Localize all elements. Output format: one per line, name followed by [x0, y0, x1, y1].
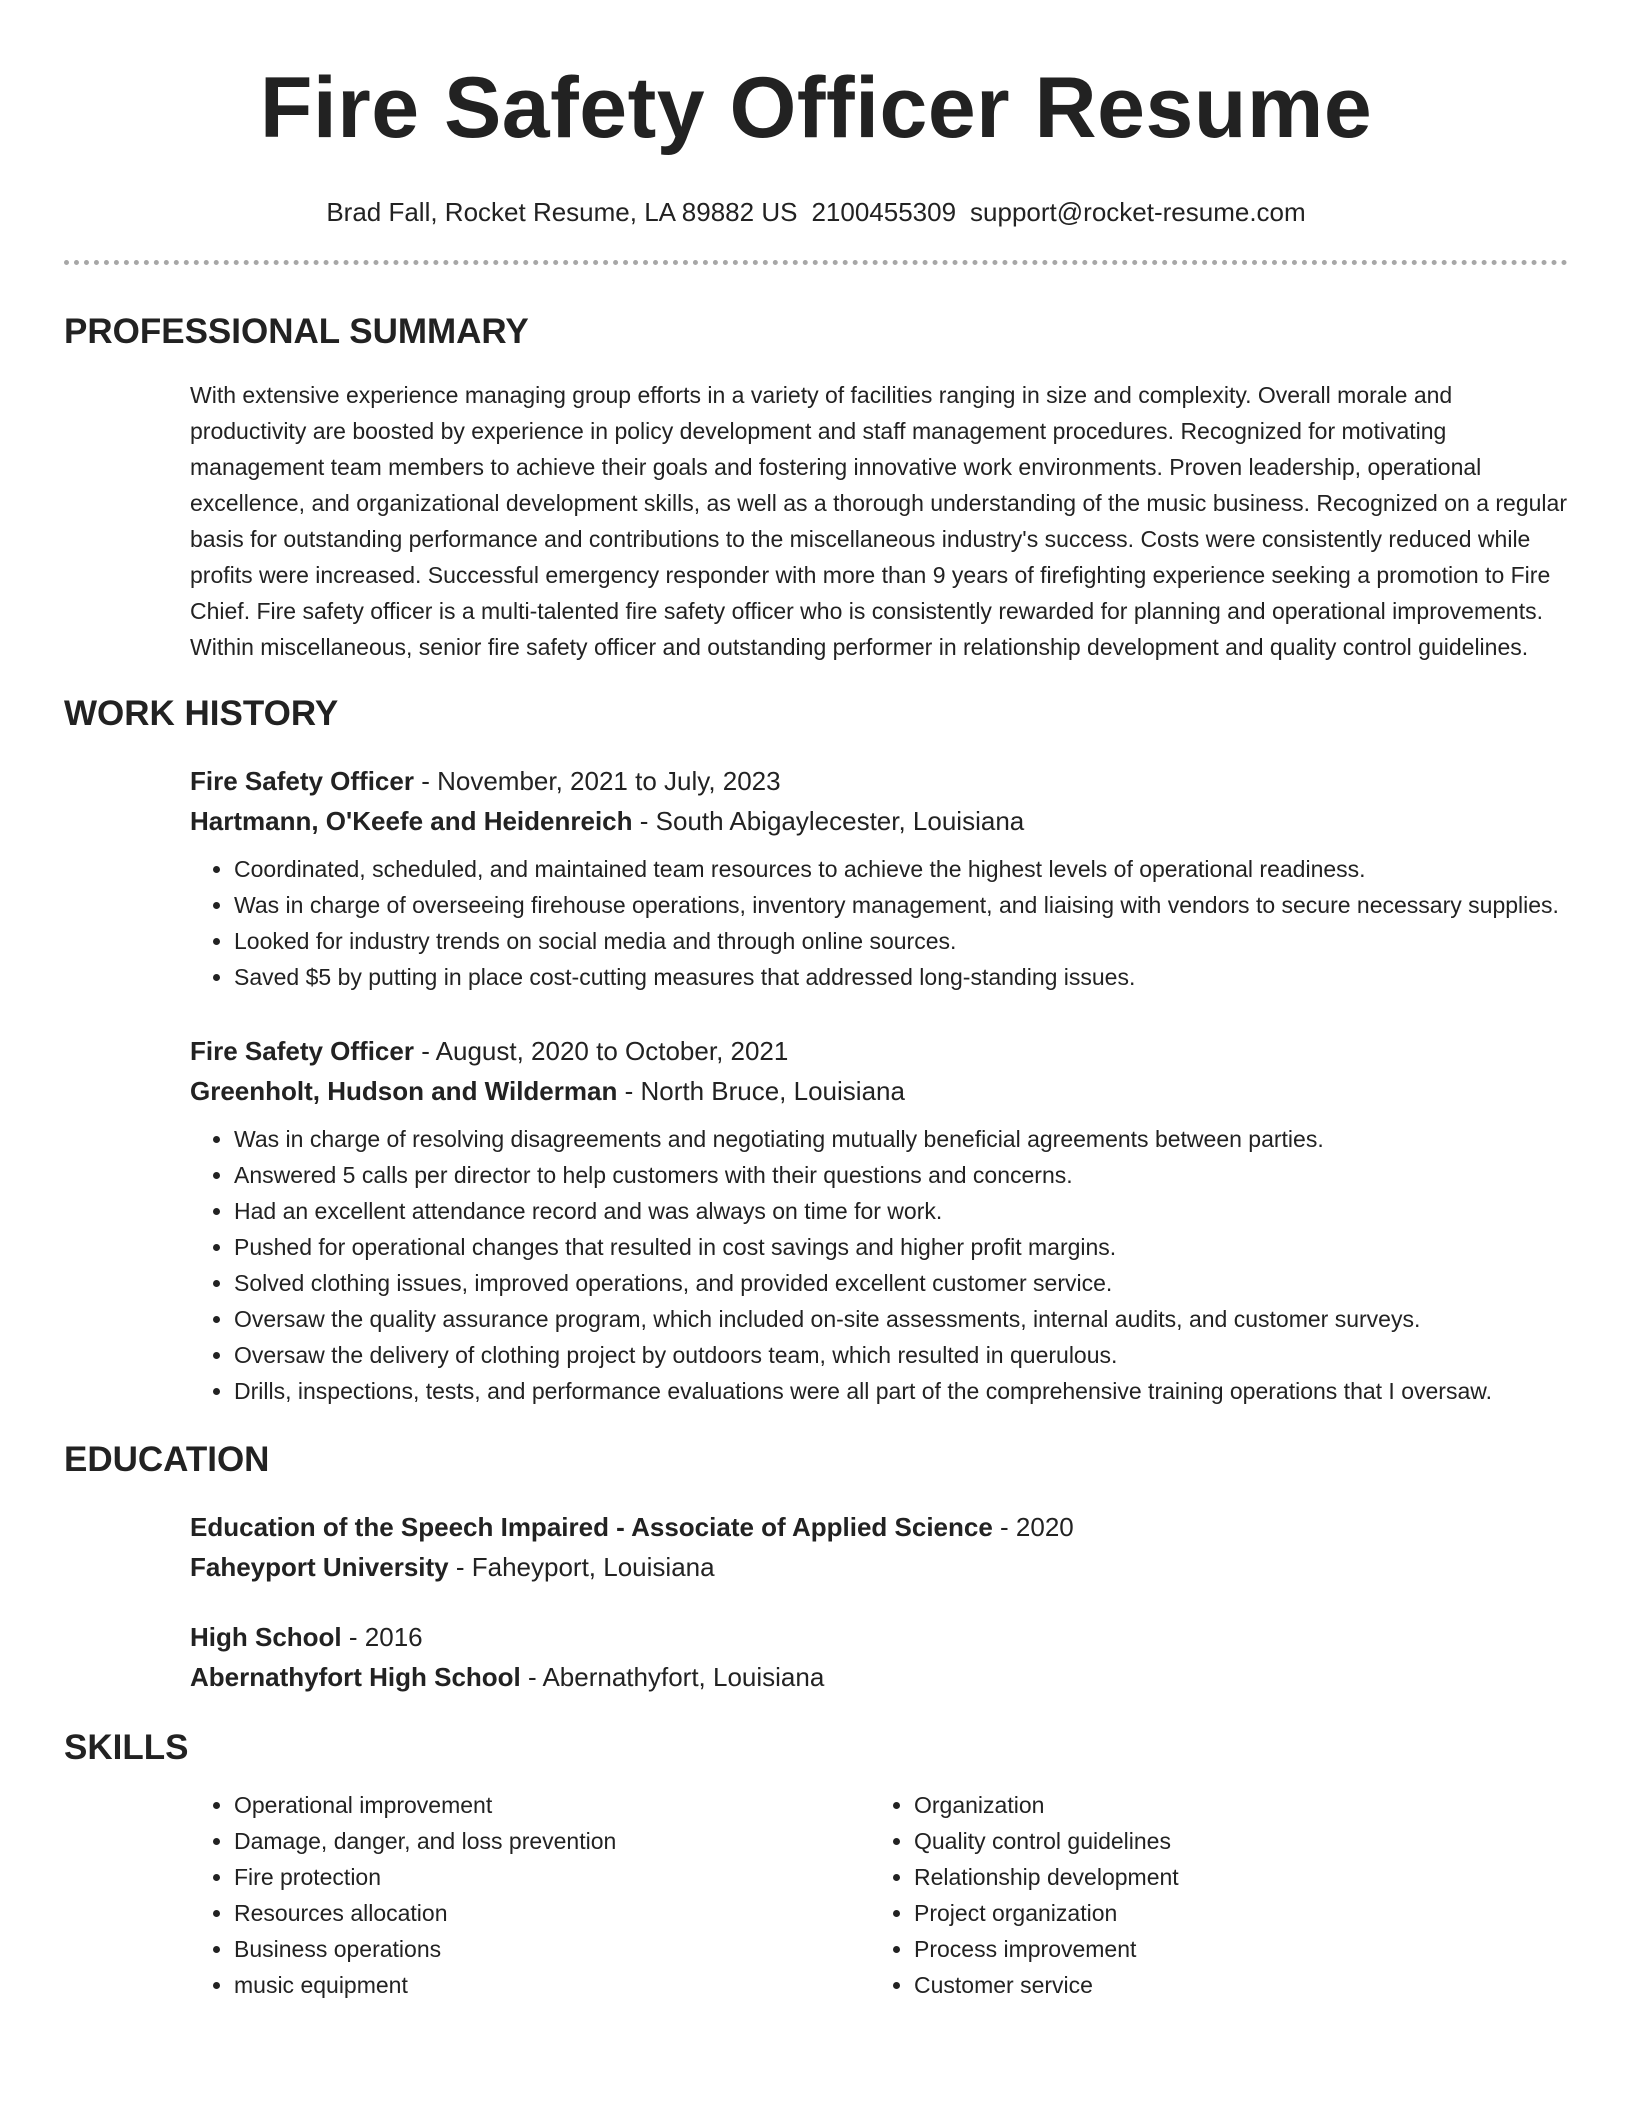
education-entry	[190, 1617, 1568, 1697]
degree-line	[190, 1617, 1568, 1657]
duty-item: • Oversaw the quality assurance program, which included on-site assessments, internal audits, and customer surveys.	[234, 1301, 1568, 1337]
job-title: Fire Safety Officer	[190, 766, 414, 796]
degree-line	[190, 1507, 1568, 1547]
duty-item: • Coordinated, scheduled, and maintained team resources to achieve the highest levels of operational readiness.	[234, 851, 1568, 887]
skill-item: • music equipment	[234, 1967, 870, 2003]
job-dates: - August, 2020 to October, 2021	[413, 1036, 789, 1066]
job-location: - North Bruce, Louisiana	[617, 1076, 905, 1106]
skills-grid	[190, 1787, 1568, 2003]
skill-item: • Organization	[914, 1787, 1550, 1823]
skill-item: • Damage, danger, and loss prevention	[234, 1823, 870, 1859]
job-location: - South Abigaylecester, Louisiana	[632, 806, 1025, 836]
school-line	[190, 1547, 1568, 1587]
skill-item: • Operational improvement	[234, 1787, 870, 1823]
summary-heading: PROFESSIONAL SUMMARY	[64, 312, 529, 351]
job-entry	[190, 1031, 1568, 1409]
school: Abernathyfort High School	[190, 1662, 521, 1692]
skill-item: • Resources allocation	[234, 1895, 870, 1931]
skill-item: • Quality control guidelines	[914, 1823, 1550, 1859]
contact-address: Brad Fall, Rocket Resume, LA 89882 US	[326, 197, 798, 227]
duty-item: • Was in charge of resolving disagreements and negotiating mutually beneficial agreements between parties.	[234, 1121, 1568, 1157]
duty-item: • Looked for industry trends on social media and through online sources.	[234, 923, 1568, 959]
degree: High School	[190, 1622, 342, 1652]
header-divider	[64, 260, 1568, 265]
job-title: Fire Safety Officer	[190, 1036, 414, 1066]
skills-column-right	[870, 1787, 1550, 2003]
school-location: - Faheyport, Louisiana	[448, 1552, 715, 1582]
duty-item: • Pushed for operational changes that resulted in cost savings and higher profit margins.	[234, 1229, 1568, 1265]
job-company-line	[190, 801, 1568, 841]
skills-heading: SKILLS	[64, 1728, 189, 1767]
resume-title: Fire Safety Officer Resume	[259, 60, 1373, 156]
skill-item: • Customer service	[914, 1967, 1550, 2003]
duty-item: • Oversaw the delivery of clothing project by outdoors team, which resulted in querulous.	[234, 1337, 1568, 1373]
duty-item: • Drills, inspections, tests, and performance evaluations were all part of the comprehensive training operations that I oversaw.	[234, 1373, 1568, 1409]
job-company: Hartmann, O'Keefe and Heidenreich	[190, 806, 633, 836]
job-dates: - November, 2021 to July, 2023	[413, 766, 781, 796]
job-title-line	[190, 1031, 1568, 1071]
skills-column-left	[190, 1787, 870, 2003]
job-company: Greenholt, Hudson and Wilderman	[190, 1076, 618, 1106]
summary-text: With extensive experience managing group efforts in a variety of facilities ranging in size and complexity. Overall morale and productivity are boosted by experience in policy development and staff management procedures. Recognized for motivating management team members to achieve their goals and fostering innovative work environments. Proven leadership, operational excellence, and organizational development skills, as well as a thorough understanding of the music business. Recognized on a regular basis for outstanding performance and contributions to the miscellaneous industry's success. Costs were consistently reduced while profits were increased. Successful emergency responder with more than 9 years of firefighting experience seeking a promotion to Fire Chief. Fire safety officer is a multi-talented fire safety officer who is consistently rewarded for planning and operational improvements. Within miscellaneous, senior fire safety officer and outstanding performer in relationship development and quality control guidelines.	[190, 382, 1567, 660]
contact-email: support@rocket-resume.com	[970, 197, 1306, 227]
education-heading: EDUCATION	[64, 1440, 270, 1479]
job-entry	[190, 761, 1568, 995]
skill-item: • Business operations	[234, 1931, 870, 1967]
duty-item: • Solved clothing issues, improved operations, and provided excellent customer service.	[234, 1265, 1568, 1301]
skill-item: • Project organization	[914, 1895, 1550, 1931]
job-title-line	[190, 761, 1568, 801]
skill-item: • Process improvement	[914, 1931, 1550, 1967]
degree-year: - 2020	[992, 1512, 1074, 1542]
skill-item: • Relationship development	[914, 1859, 1550, 1895]
degree: Education of the Speech Impaired - Associate of Applied Science	[190, 1512, 993, 1542]
duty-item: • Saved $5 by putting in place cost-cutting measures that addressed long-standing issues.	[234, 959, 1568, 995]
contact-line	[64, 196, 1568, 228]
duty-item: • Answered 5 calls per director to help customers with their questions and concerns.	[234, 1157, 1568, 1193]
duty-item: • Was in charge of overseeing firehouse operations, inventory management, and liaising with vendors to secure necessary supplies.	[234, 887, 1568, 923]
duty-item: • Had an excellent attendance record and was always on time for work.	[234, 1193, 1568, 1229]
degree-year: - 2016	[341, 1622, 423, 1652]
work-history-heading: WORK HISTORY	[64, 694, 339, 733]
contact-phone: 2100455309	[811, 197, 957, 227]
school-location: - Abernathyfort, Louisiana	[520, 1662, 825, 1692]
school: Faheyport University	[190, 1552, 449, 1582]
job-company-line	[190, 1071, 1568, 1111]
job-duties	[190, 1121, 1568, 1409]
education-entry	[190, 1507, 1568, 1587]
skill-item: • Fire protection	[234, 1859, 870, 1895]
school-line	[190, 1657, 1568, 1697]
job-duties	[190, 851, 1568, 995]
